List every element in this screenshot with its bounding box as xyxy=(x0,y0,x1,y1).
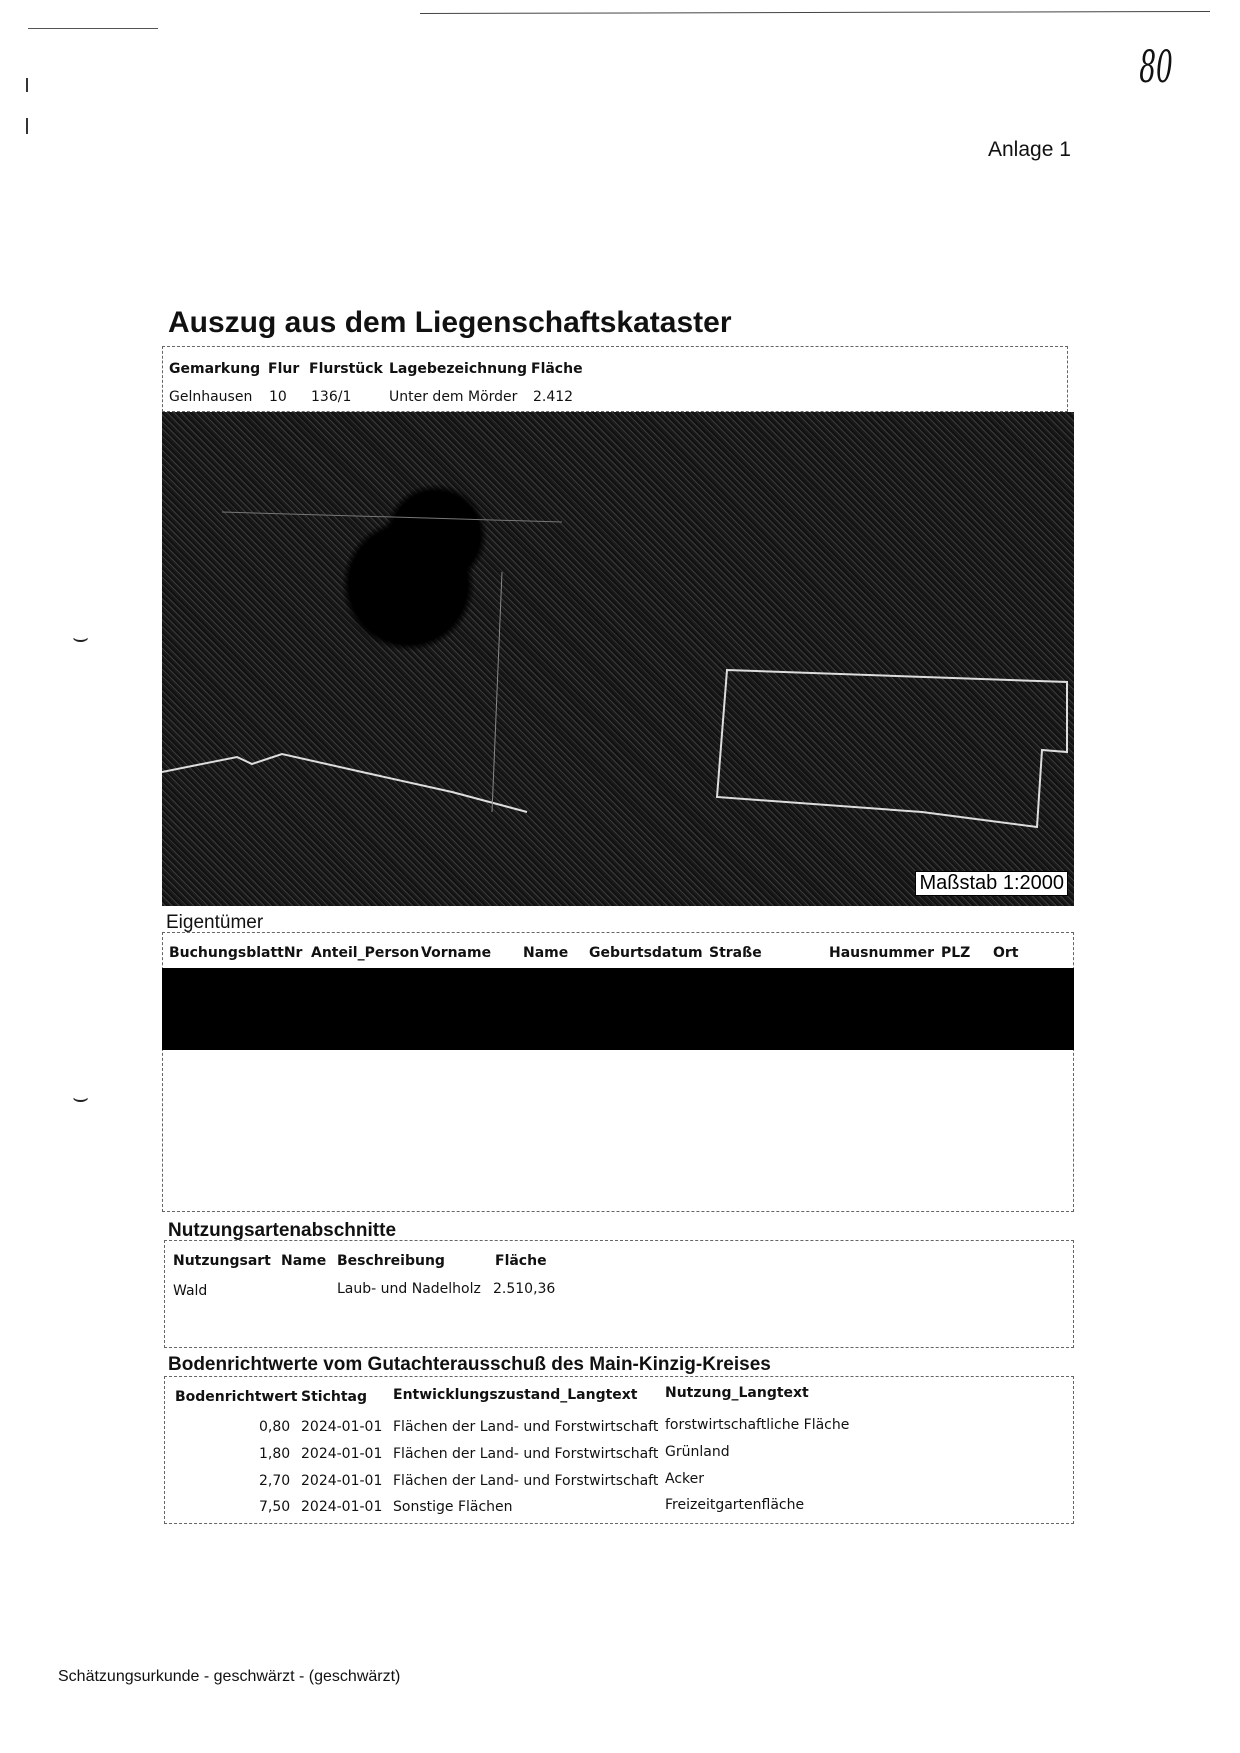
cell-entwicklungszustand: Flächen der Land- und Forstwirtschaft xyxy=(393,1473,659,1489)
col-flaeche: Fläche xyxy=(531,361,583,377)
cell-bodenrichtwert: 2,70 xyxy=(259,1473,291,1489)
cell-nutzung: forstwirtschaftliche Fläche xyxy=(665,1417,850,1433)
cell-beschreibung: Laub- und Nadelholz xyxy=(337,1281,481,1297)
col-lagebezeichnung: Lagebezeichnung xyxy=(389,361,528,377)
cell-nutzung: Grünland xyxy=(665,1444,730,1460)
usage-section-title: Nutzungsartenabschnitte xyxy=(168,1220,397,1241)
page-footer: Schätzungsurkunde - geschwärzt - (geschwärzt) xyxy=(58,1668,401,1685)
cell-stichtag: 2024-01-01 xyxy=(301,1499,383,1515)
col-nutzungsart: Nutzungsart xyxy=(173,1253,271,1269)
cell-bodenrichtwert: 7,50 xyxy=(259,1499,291,1515)
cell-bodenrichtwert: 1,80 xyxy=(259,1446,291,1462)
cell-entwicklungszustand: Flächen der Land- und Forstwirtschaft xyxy=(393,1419,659,1435)
scan-edge-line xyxy=(28,28,158,29)
map-scale-label: Maßstab 1:2000 xyxy=(915,871,1068,896)
cell-nutzungsart: Wald xyxy=(173,1283,208,1299)
col-anteil-person: Anteil_Person xyxy=(311,945,420,961)
cell-lagebezeichnung: Unter dem Mörder xyxy=(389,389,518,405)
col-hausnummer: Hausnummer xyxy=(829,945,934,961)
owners-section-title: Eigentümer xyxy=(166,912,264,933)
cell-stichtag: 2024-01-01 xyxy=(301,1419,383,1435)
col-flur: Flur xyxy=(268,361,300,377)
col-vorname: Vorname xyxy=(421,945,492,961)
col-nutzung: Nutzung_Langtext xyxy=(665,1385,809,1401)
cell-stichtag: 2024-01-01 xyxy=(301,1446,383,1462)
scan-mark xyxy=(26,118,28,134)
cell-flurstueck: 136/1 xyxy=(311,389,352,405)
cell-entwicklungszustand: Flächen der Land- und Forstwirtschaft xyxy=(393,1446,659,1462)
punch-hole-mark: ⌣ xyxy=(72,622,90,652)
cell-gemarkung: Gelnhausen xyxy=(169,389,253,405)
document-title: Auszug aus dem Liegenschaftskataster xyxy=(168,306,732,339)
cell-entwicklungszustand: Sonstige Flächen xyxy=(393,1499,513,1515)
col-bodenrichtwert: Bodenrichtwert xyxy=(175,1389,298,1405)
aerial-map xyxy=(162,412,1074,906)
cell-flur: 10 xyxy=(269,389,287,405)
land-values-section-title: Bodenrichtwerte vom Gutachterausschuß des Main-Kinzig-Kreises xyxy=(168,1354,771,1375)
land-values-table xyxy=(164,1376,1074,1524)
scan-edge-line xyxy=(420,11,1210,14)
col-plz: PLZ xyxy=(941,945,971,961)
cell-flaeche: 2.412 xyxy=(533,389,574,405)
col-name: Name xyxy=(523,945,569,961)
col-gemarkung: Gemarkung xyxy=(169,361,261,377)
annex-label: Anlage 1 xyxy=(988,138,1071,161)
col-entwicklungszustand: Entwicklungszustand_Langtext xyxy=(393,1387,638,1403)
col-geburtsdatum: Geburtsdatum xyxy=(589,945,703,961)
col-name: Name xyxy=(281,1253,327,1269)
col-flaeche: Fläche xyxy=(495,1253,547,1269)
cell-bodenrichtwert: 0,80 xyxy=(259,1419,291,1435)
parcel-table xyxy=(162,346,1068,412)
col-strasse: Straße xyxy=(709,945,762,961)
col-stichtag: Stichtag xyxy=(301,1389,368,1405)
col-beschreibung: Beschreibung xyxy=(337,1253,445,1269)
cell-stichtag: 2024-01-01 xyxy=(301,1473,383,1489)
cell-flaeche: 2.510,36 xyxy=(493,1281,556,1297)
col-ort: Ort xyxy=(993,945,1019,961)
redacted-owner-data xyxy=(162,968,1074,1050)
cell-nutzung: Acker xyxy=(665,1471,705,1487)
col-flurstueck: Flurstück xyxy=(309,361,383,377)
cell-nutzung: Freizeitgartenfläche xyxy=(665,1497,805,1513)
scan-mark xyxy=(26,78,28,92)
punch-hole-mark: ⌣ xyxy=(72,1082,90,1112)
col-buchungsblattnr: BuchungsblattNr xyxy=(169,945,303,961)
handwritten-page-number: 80 xyxy=(1139,42,1173,93)
usage-table xyxy=(164,1240,1074,1348)
parcel-boundary-lines xyxy=(162,412,1074,906)
